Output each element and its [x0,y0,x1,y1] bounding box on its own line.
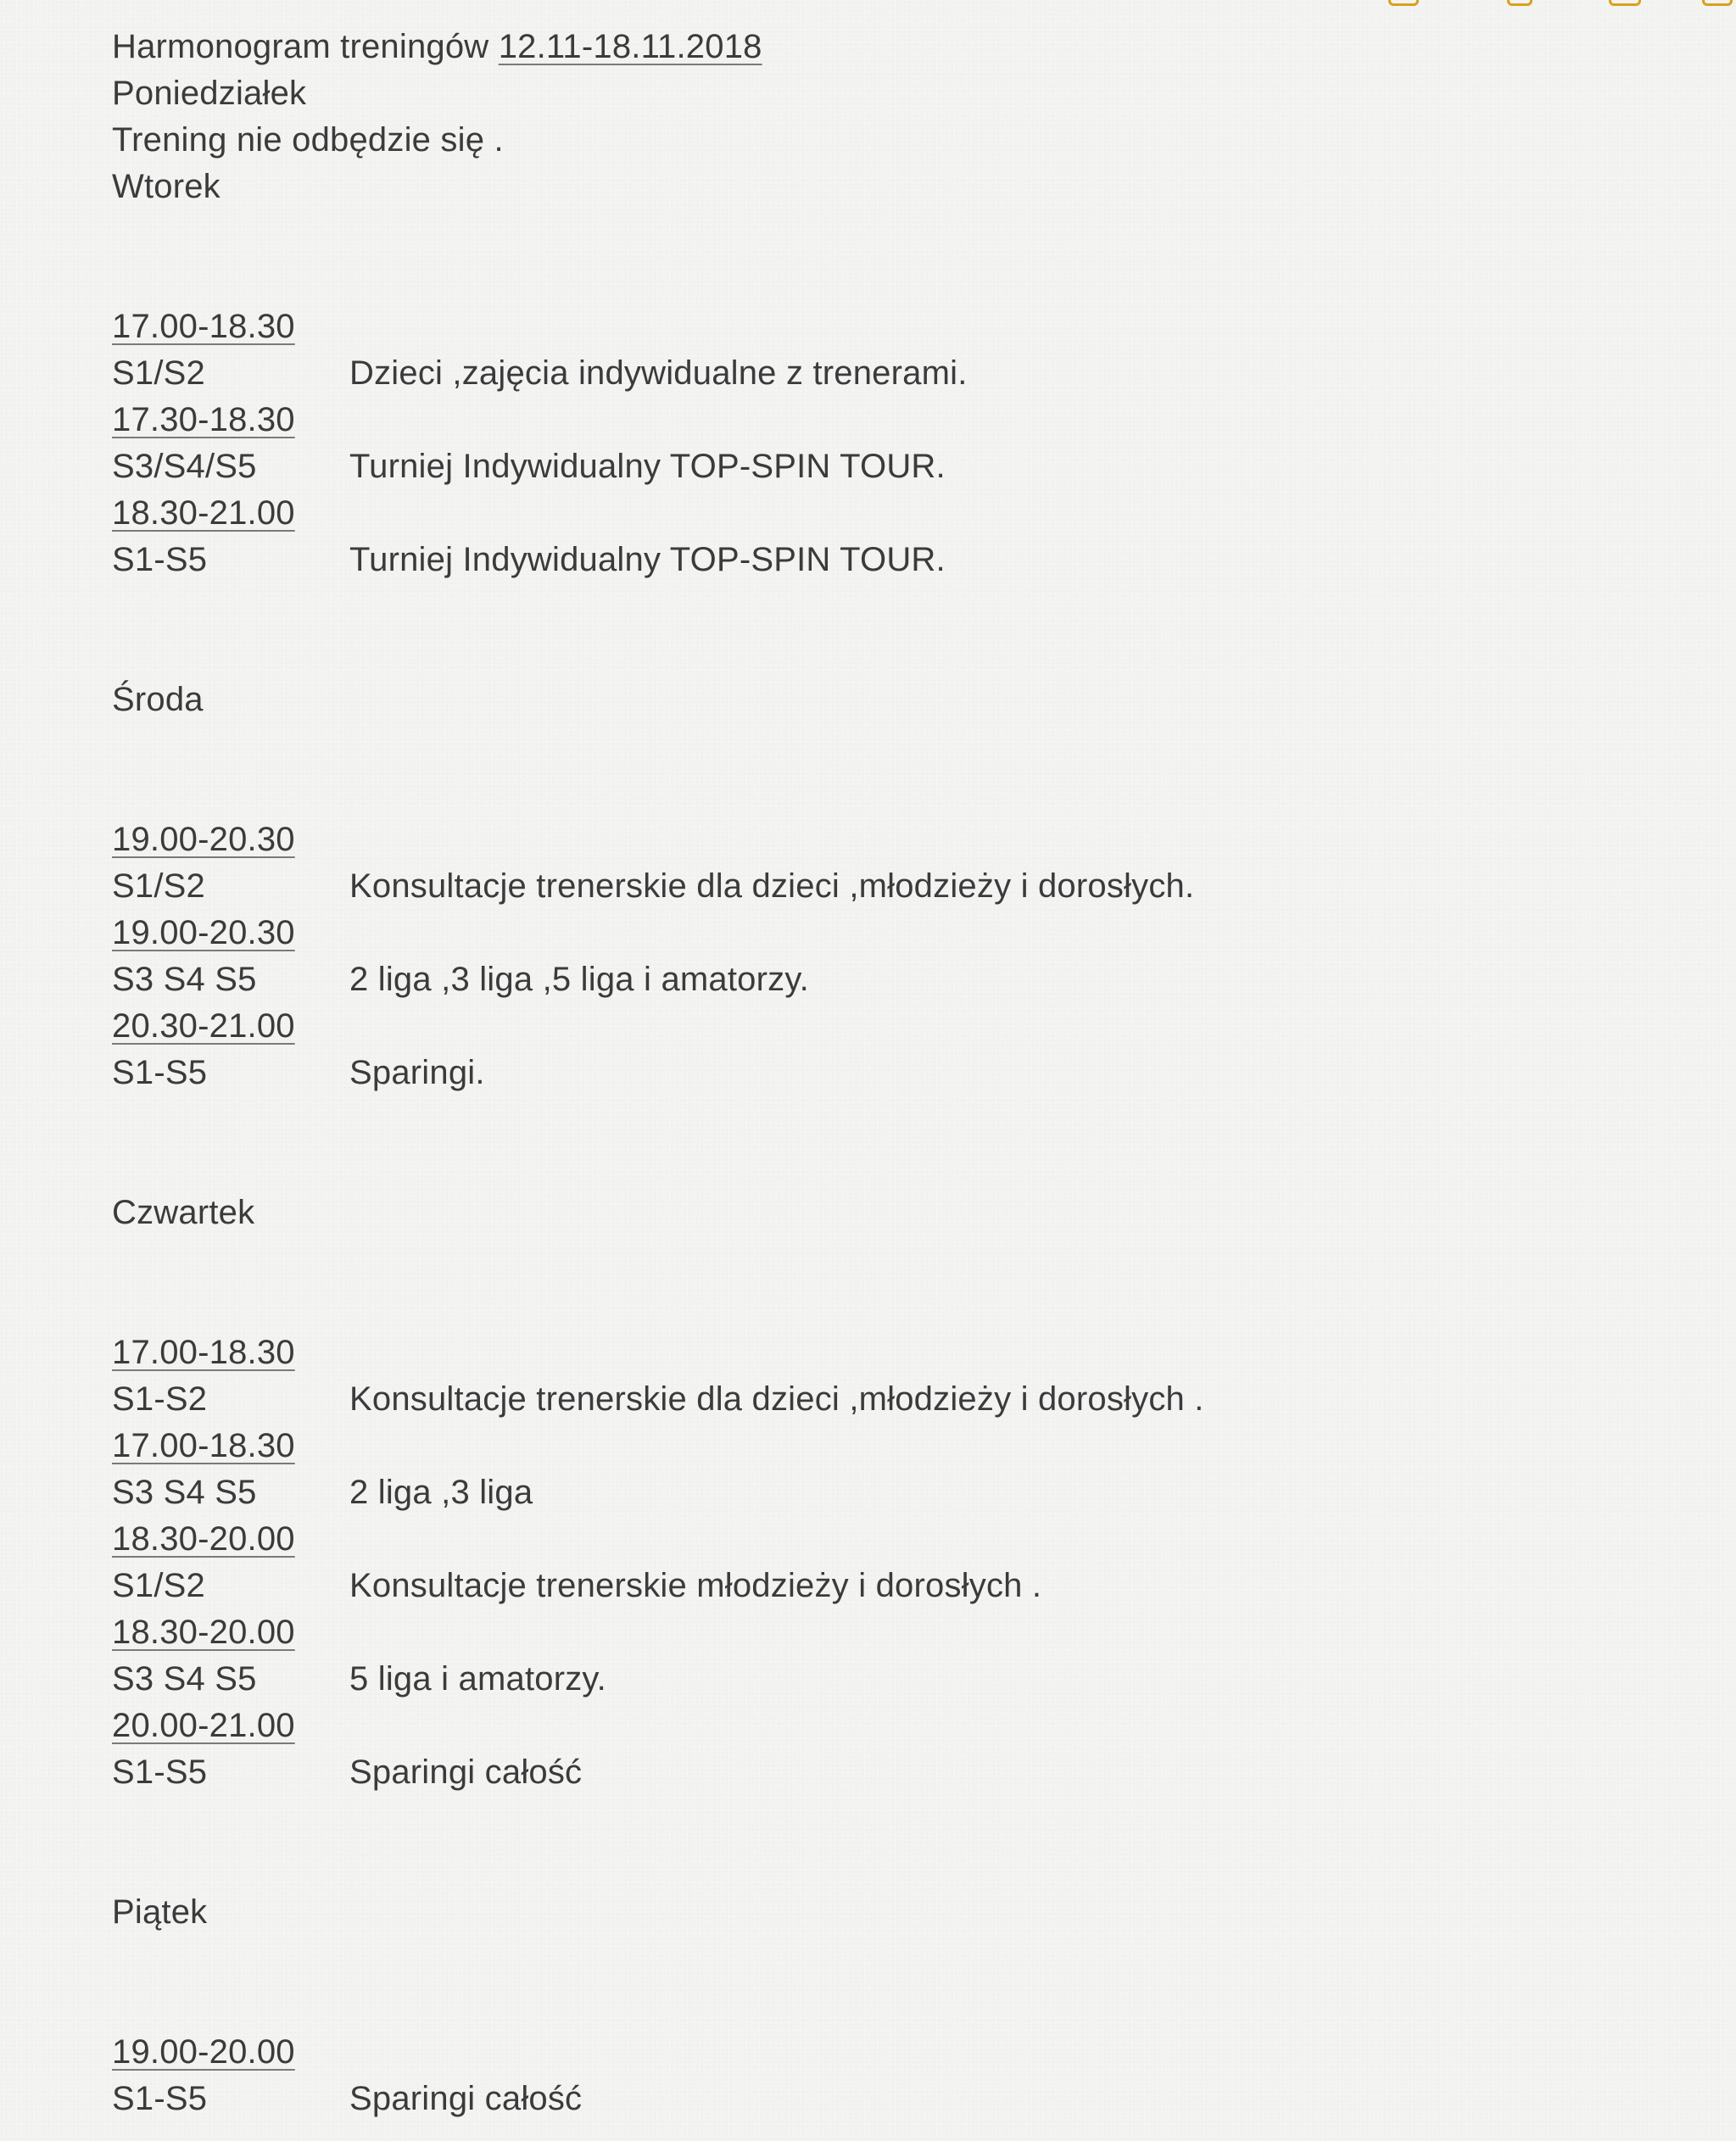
top-toolbar [1312,0,1736,7]
session-desc: Sparingi. [349,1054,485,1091]
session-time [112,817,1638,863]
room-label: S1/S2 [112,867,205,905]
time-link[interactable]: 18.30-20.00 [112,1614,295,1651]
room-label: S3 S4 S5 [112,961,257,998]
note-title [112,24,1638,70]
room-label: S3/S4/S5 [112,448,257,485]
session-desc: Sparingi całość [349,1754,583,1791]
title-prefix: Harmonogram treningów [112,28,499,65]
session-row [112,956,1638,1003]
blank-lines [112,1236,1638,1330]
session-desc: 2 liga ,3 liga ,5 liga i amatorzy. [349,961,809,998]
time-link[interactable]: 20.00-21.00 [112,1707,295,1744]
room-label: S1/S2 [112,354,205,392]
session-desc: 5 liga i amatorzy. [349,1660,606,1698]
session-row [112,1749,1638,1796]
session-row [112,1050,1638,1096]
session-time [112,304,1638,350]
day-heading-tuesday: Wtorek [112,168,220,205]
session-desc: Konsultacje trenerskie młodzieży i dorosłych . [349,1567,1042,1604]
session-row [112,1469,1638,1516]
time-link[interactable]: 18.30-20.00 [112,1520,295,1558]
session-time [112,1330,1638,1376]
session-time [112,910,1638,956]
time-link[interactable]: 17.00-18.30 [112,1334,295,1371]
new-note-icon[interactable] [1702,0,1733,6]
session-time [112,1423,1638,1469]
room-label: S3 S4 S5 [112,1474,257,1511]
day-heading-thursday: Czwartek [112,1194,255,1231]
time-link[interactable]: 19.00-20.30 [112,914,295,951]
time-link[interactable]: 18.30-21.00 [112,494,295,532]
time-link[interactable]: 17.30-18.30 [112,401,295,438]
room-label: S1-S5 [112,2080,208,2117]
share-icon[interactable] [1388,0,1419,6]
blank-lines [112,723,1638,817]
room-label: S1-S5 [112,541,208,578]
session-row [112,2076,1638,2122]
time-link[interactable]: 19.00-20.00 [112,2033,295,2071]
day-heading-friday: Piątek [112,1893,208,1931]
session-desc: Konsultacje trenerskie dla dzieci ,młodzieży i dorosłych. [349,867,1195,905]
session-desc: Sparingi całość [349,2080,583,2117]
time-link[interactable]: 19.00-20.30 [112,821,295,858]
time-link[interactable]: 17.00-18.30 [112,1427,295,1464]
session-row [112,1563,1638,1609]
monday-message: Trening nie odbędzie się . [112,121,504,159]
session-desc: Konsultacje trenerskie dla dzieci ,młodzieży i dorosłych . [349,1380,1204,1418]
trash-icon[interactable] [1507,0,1532,6]
blank-lines [112,210,1638,304]
session-desc: Turniej Indywidualny TOP-SPIN TOUR. [349,541,946,578]
time-link[interactable]: 20.30-21.00 [112,1007,295,1045]
room-label: S1/S2 [112,1567,205,1604]
session-row [112,350,1638,397]
room-label: S1-S5 [112,1754,208,1791]
note-body[interactable] [112,24,1638,2122]
day-heading-wednesday: Środa [112,681,204,718]
title-date-link[interactable]: 12.11-18.11.2018 [498,28,762,65]
blank-lines [112,583,1638,677]
session-time [112,1516,1638,1563]
session-time [112,1609,1638,1656]
session-row [112,443,1638,490]
session-desc: Dzieci ,zajęcia indywidualne z trenerami. [349,354,968,392]
time-link[interactable]: 17.00-18.30 [112,308,295,345]
session-time [112,397,1638,443]
blank-lines [112,1796,1638,1889]
session-time [112,1703,1638,1749]
session-row [112,1656,1638,1703]
room-label: S1-S5 [112,1054,208,1091]
session-row [112,863,1638,910]
blank-lines [112,1096,1638,1190]
room-label: S1-S2 [112,1380,208,1418]
room-label: S3 S4 S5 [112,1660,257,1698]
day-heading-monday: Poniedziałek [112,75,307,112]
session-desc: Turniej Indywidualny TOP-SPIN TOUR. [349,448,946,485]
compose-icon[interactable] [1609,0,1641,6]
blank-lines [112,1936,1638,2029]
session-time [112,1003,1638,1050]
session-row [112,1376,1638,1423]
session-row [112,537,1638,583]
session-time [112,2029,1638,2076]
session-time [112,490,1638,537]
session-desc: 2 liga ,3 liga [349,1474,533,1511]
